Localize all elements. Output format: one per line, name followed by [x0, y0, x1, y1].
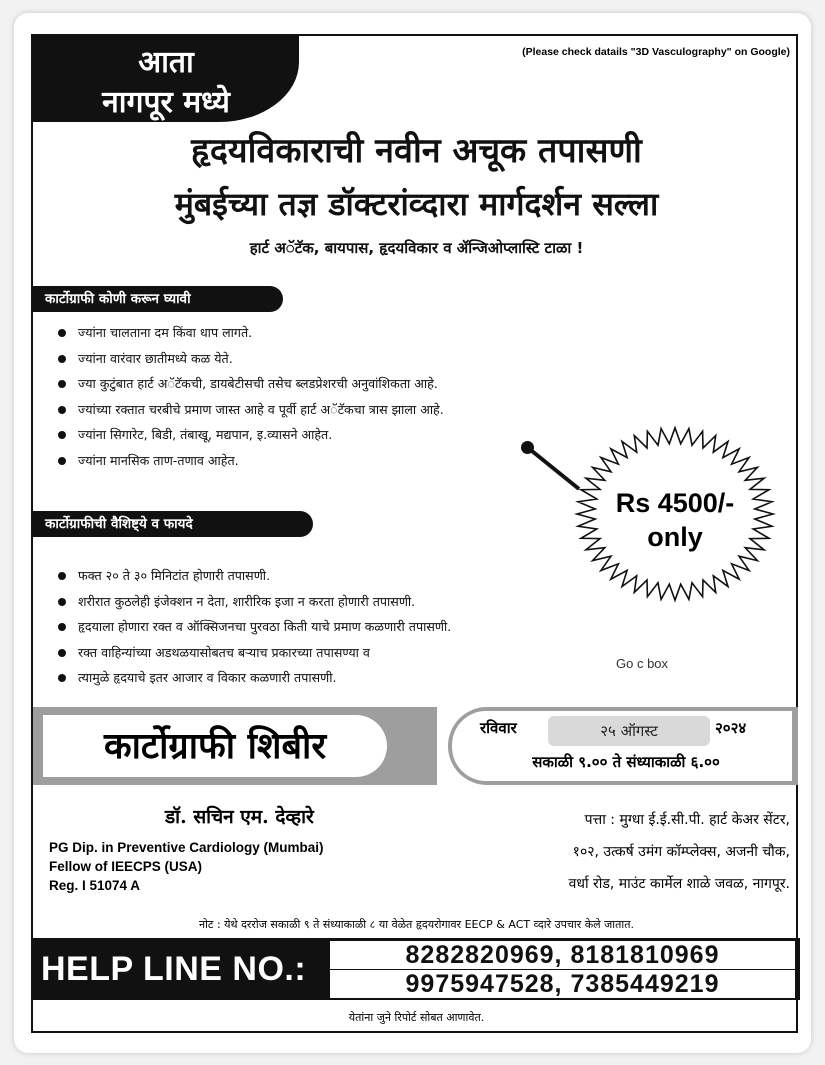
list-item: ज्यांना चालताना दम किंवा धाप लागते.	[54, 323, 444, 349]
footer-note: येतांना जुने रिपोर्ट सोबत आणावेत.	[348, 1011, 485, 1024]
helpline-phones-1[interactable]: 8282820969, 8181810969	[330, 941, 795, 969]
list-item: त्यामुळे हृदयाचे इतर आजार व विकार कळणारी तपासणी.	[54, 668, 451, 694]
headline-line-2: मुंबईच्या तज्ञ डॉक्टरांव्दारा मार्गदर्शन सल्ला	[174, 185, 659, 223]
address-line-1: पत्ता : मुग्धा ई.ई.सी.पी. हार्ट केअर सेंटर,	[584, 812, 790, 828]
badge-line-1: आता	[138, 45, 194, 80]
list-item: शरीरात कुठलेही इंजेक्शन न देता, शारीरिक इजा न करता होणारी तपासणी.	[54, 592, 451, 618]
headline-line-3: हार्ट अॅटॅक, बायपास, हृदयविकार व ॲन्जिओप्लास्टि टाळा !	[249, 239, 584, 257]
list-item: ज्यांना सिगारेट, बिडी, तंबाखू, मद्यपान, इ.व्यासने आहेत.	[54, 425, 444, 451]
schedule-day: रविवार	[480, 719, 517, 737]
treatment-note: नोट : येथे दररोज सकाळी ९ ते संध्याकाळी ८ या वेळेत हृदयरोगावर EECP & ACT व्दारे उपचार केले जातात.	[198, 918, 635, 931]
doctor-qualification-2: Fellow of IEECPS (USA)	[49, 859, 203, 874]
section-benefits-title: कार्टोग्राफीची वैशिष्ट्ये व फायदे	[33, 511, 313, 537]
list-item: हृदयाला होणारा रक्त व ऑक्सिजनचा पुरवठा किती याचे प्रमाण कळणारी तपासणी.	[54, 617, 451, 643]
list-item: ज्यांना वारंवार छातीमध्ये कळ येते.	[54, 349, 444, 375]
ocr-overlay-text: Go c box	[616, 656, 669, 671]
list-item: ज्या कुटुंबात हार्ट अॅटॅकची, डायबेटीसची तसेच ब्लडप्रेशरची अनुवांशिकता आहे.	[54, 374, 444, 400]
list-item: रक्त वाहिन्यांच्या अडथळयासोबतच बऱ्याच प्रकारच्या तपासण्या व	[54, 643, 451, 669]
google-note: (Please check datails "3D Vasculography" on Google)	[522, 46, 790, 58]
address-line-3: वर्धा रोड, माउंट कार्मेल शाळे जवळ, नागपूर.	[568, 876, 790, 892]
schedule-date: २५ ऑगस्ट	[548, 716, 710, 746]
doctor-registration: Reg. I 51074 A	[49, 878, 141, 893]
section-benefits-list	[54, 566, 451, 694]
schedule-year: २०२४	[715, 719, 747, 737]
headline-line-1: हृदयविकाराची नवीन अचूक तपासणी	[191, 131, 642, 171]
location-badge	[33, 36, 299, 122]
helpline-label: HELP LINE NO.:	[41, 950, 307, 988]
helpline-phones-2[interactable]: 9975947528, 7385449219	[330, 970, 795, 998]
address-line-2: १०२, उत्कर्ष उमंग कॉम्प्लेक्स, अजनी चौक,	[572, 844, 790, 860]
schedule-time: सकाळी ९.०० ते संध्याकाळी ६.००	[532, 753, 720, 771]
badge-line-2: नागपूर मध्ये	[102, 85, 230, 120]
camp-title: कार्टोग्राफी शिबीर	[43, 715, 387, 777]
section-who-list	[54, 323, 444, 476]
list-item: ज्यांना मानसिक ताण-तणाव आहेत.	[54, 451, 444, 477]
section-who-title: कार्टोग्राफी कोणी करून घ्यावी	[33, 286, 283, 312]
price-amount: Rs 4500/-	[615, 488, 735, 518]
doctor-name: डॉ. सचिन एम. देव्हारे	[165, 806, 314, 828]
list-item: फक्त २० ते ३० मिनिटांत होणारी तपासणी.	[54, 566, 451, 592]
doctor-qualification-1: PG Dip. in Preventive Cardiology (Mumbai)	[49, 840, 324, 855]
price-only: only	[647, 522, 703, 552]
pin-line	[525, 445, 585, 495]
list-item: ज्यांच्या रक्तात चरबीचे प्रमाण जास्त आहे व पूर्वी हार्ट अॅटॅकचा त्रास झाला आहे.	[54, 400, 444, 426]
